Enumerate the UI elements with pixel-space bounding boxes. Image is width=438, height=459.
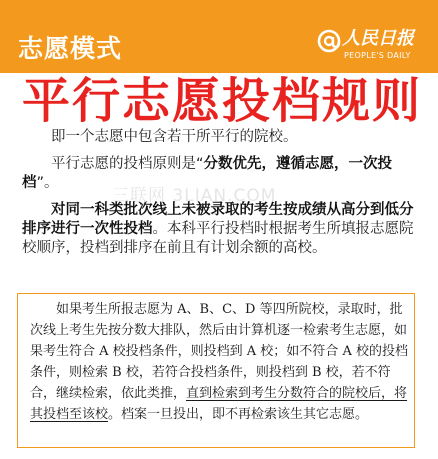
principle-prefix: 平行志愿的投档原则是“ — [51, 156, 204, 172]
principle-suffix: ”。 — [36, 175, 59, 191]
header-banner — [0, 0, 438, 73]
paragraph-rule — [22, 201, 422, 258]
principle-highlight: 分数优先，遵循志愿，一次投档 — [22, 156, 393, 191]
at-sign-icon — [316, 28, 342, 54]
note-text-intro: 如果考生所报志愿为 A、B、C、D 等四所院校，录取时，批次线上考生先按分数大排队，然后由计算机逐一检索考生志愿，如果考生符合 A 校投档条件，则投档到 A 校；如不符合 A 校的投档条件，则检索 B 校，若符合投档条件，则投档到 B 校，若不符合，继续检索，依此类推， — [30, 302, 408, 401]
peoples-daily-logo — [316, 28, 416, 68]
section-title: 志愿模式 — [18, 34, 123, 63]
page-title: 平行志愿投档规则 — [22, 73, 423, 129]
example-note-box — [17, 293, 415, 448]
note-text-underlined: 直到检索到考生分数符合的院校后，将其投档至该校 — [30, 386, 408, 422]
paragraph-definition: 即一个志愿中包含若干所平行的院校。 — [51, 129, 298, 145]
note-text-ending: 。档案一旦投出，即不再检索该生其它志愿。 — [108, 407, 369, 422]
rule-highlight: 对同一科类批次线上未被录取的考生按成绩从高分到低分排序进行一次性投档 — [22, 202, 414, 237]
logo-text: 人民日报 — [342, 28, 414, 49]
example-note-text — [30, 299, 408, 425]
logo-subtext: PEOPLE'S DAILY — [344, 51, 411, 60]
watermark: 三联网 3LIAN.COM — [112, 186, 277, 206]
rule-detail: 。本科平行投档时根据考生所填报志愿院校顺序，投档到排序在前且有计划余额的高校。 — [22, 221, 414, 256]
